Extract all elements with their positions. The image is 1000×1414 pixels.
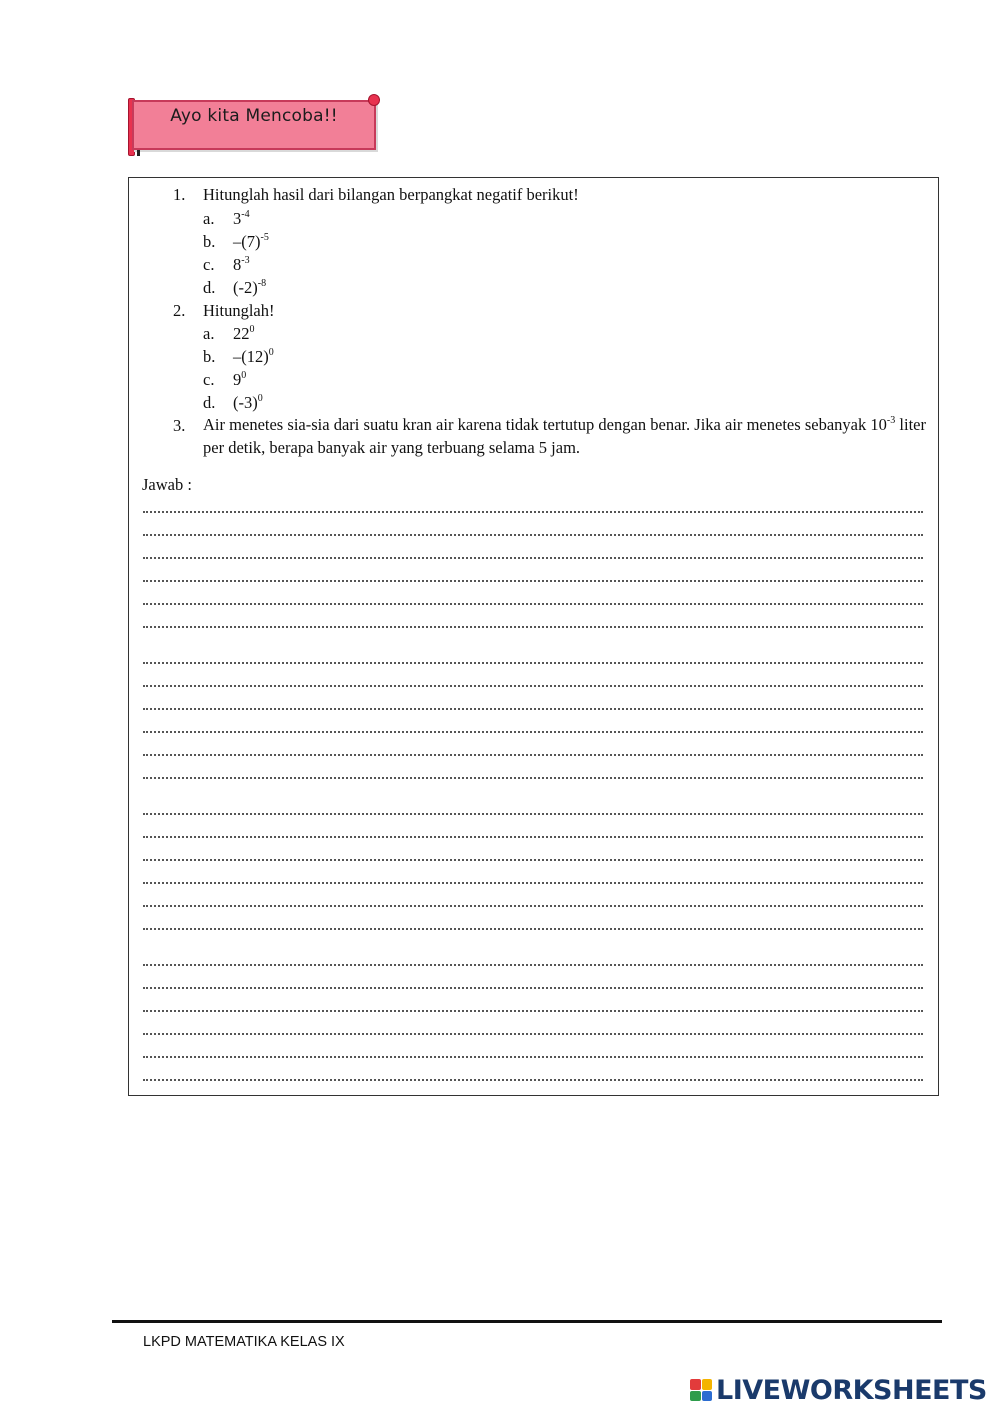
item-expression <box>233 347 274 367</box>
question-text-part: Air menetes sia-sia dari suatu kran air karena tidak tertutup dengan benar. Jika air menetes sebanyak 10 <box>203 415 887 434</box>
answer-line[interactable] <box>143 534 923 536</box>
answer-line[interactable] <box>143 987 923 989</box>
item-expression <box>233 370 246 390</box>
item-exponent: -5 <box>260 232 269 243</box>
item-base: (-2) <box>233 278 258 297</box>
item-base: 22 <box>233 324 250 343</box>
question-text-part: liter per detik, berapa banyak air yang terbuang selama 5 jam. <box>203 415 926 457</box>
question-3-text <box>203 413 926 459</box>
answer-line[interactable] <box>143 731 923 733</box>
item-exponent: 0 <box>268 347 274 358</box>
section-banner <box>128 94 380 156</box>
answer-line[interactable] <box>143 580 923 582</box>
answer-line[interactable] <box>143 1056 923 1058</box>
answer-line[interactable] <box>143 603 923 605</box>
item-exponent: -8 <box>257 278 267 289</box>
answer-line[interactable] <box>143 557 923 559</box>
item-base: –(12) <box>233 347 269 366</box>
watermark-text: LIVEWORKSHEETS <box>716 1374 987 1406</box>
banner-title: Ayo kita Mencoba!! <box>170 106 338 126</box>
answer-line[interactable] <box>143 708 923 710</box>
item-exponent: 0 <box>241 370 247 381</box>
item-expression <box>233 209 250 229</box>
question-exponent: -3 <box>886 415 896 426</box>
item-letter: a. <box>203 324 215 343</box>
answer-line[interactable] <box>143 928 923 930</box>
answer-label: Jawab : <box>142 475 192 494</box>
item-letter: d. <box>203 393 216 412</box>
question-number: 1. <box>173 185 186 204</box>
item-base: 9 <box>233 370 242 389</box>
item-expression <box>233 324 255 344</box>
question-number: 3. <box>173 416 186 435</box>
liveworksheets-logo-icon <box>690 1379 712 1401</box>
item-base: 8 <box>233 255 242 274</box>
item-exponent: 0 <box>249 324 255 335</box>
exercise-box <box>128 177 939 1096</box>
answer-line[interactable] <box>143 1010 923 1012</box>
banner-tick <box>137 150 140 156</box>
answer-line[interactable] <box>143 511 923 513</box>
item-expression <box>233 232 269 252</box>
item-expression <box>233 393 263 413</box>
item-letter: d. <box>203 278 216 297</box>
item-expression <box>233 255 250 275</box>
item-exponent: -3 <box>241 255 250 266</box>
item-letter: b. <box>203 347 216 366</box>
answer-line[interactable] <box>143 964 923 966</box>
item-base: (-3) <box>233 393 258 412</box>
item-exponent: 0 <box>257 393 263 404</box>
answer-line[interactable] <box>143 813 923 815</box>
scroll-roll-top <box>368 94 380 106</box>
question-number: 2. <box>173 301 186 320</box>
answer-line[interactable] <box>143 1033 923 1035</box>
liveworksheets-logo <box>690 1374 987 1406</box>
answer-line[interactable] <box>143 882 923 884</box>
footer-text: LKPD MATEMATIKA KELAS IX <box>143 1334 345 1350</box>
answer-line[interactable] <box>143 754 923 756</box>
answer-line[interactable] <box>143 905 923 907</box>
answer-line[interactable] <box>143 1079 923 1081</box>
answer-line[interactable] <box>143 662 923 664</box>
item-exponent: -4 <box>241 209 250 220</box>
item-letter: a. <box>203 209 215 228</box>
answer-line[interactable] <box>143 836 923 838</box>
answer-line[interactable] <box>143 685 923 687</box>
item-expression <box>233 278 266 298</box>
question-text: Hitunglah! <box>203 301 275 320</box>
item-letter: c. <box>203 255 215 274</box>
answer-line[interactable] <box>143 859 923 861</box>
item-base: –(7) <box>233 232 261 251</box>
item-base: 3 <box>233 209 242 228</box>
question-text: Hitunglah hasil dari bilangan berpangkat negatif berikut! <box>203 185 579 204</box>
item-letter: b. <box>203 232 216 251</box>
answer-line[interactable] <box>143 626 923 628</box>
footer-rule <box>112 1320 942 1323</box>
answer-line[interactable] <box>143 777 923 779</box>
item-letter: c. <box>203 370 215 389</box>
